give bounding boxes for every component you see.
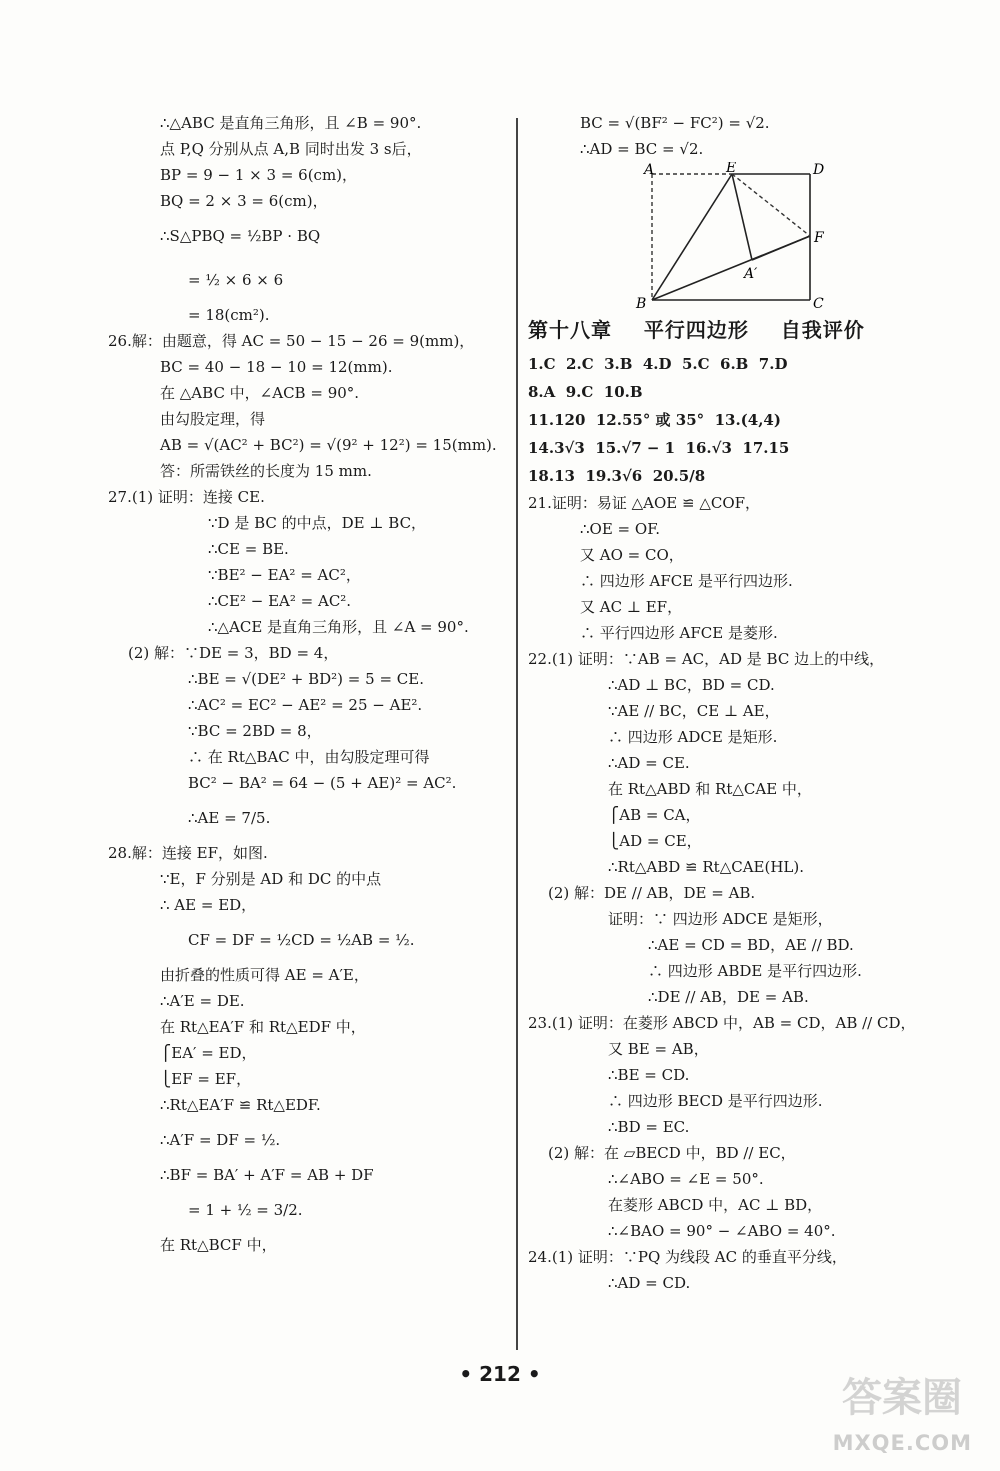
solution-line: 由折叠的性质可得 AE = A′E，	[160, 966, 369, 984]
solution-line: ∴A′E = DE.	[160, 992, 245, 1010]
solution-line: ⎧EA′ = ED，	[160, 1044, 257, 1062]
solution-line: ∴ AE = ED，	[160, 896, 257, 914]
solution-line: = 18(cm²).	[188, 306, 270, 324]
solution-line: BP = 9 − 1 × 3 = 6(cm)，	[160, 166, 358, 184]
solution-line: ∴ 四边形 ABDE 是平行四边形.	[648, 962, 862, 980]
solution-line: ∴BE = √(DE² + BD²) = 5 = CE.	[188, 670, 424, 688]
watermark-site: MXQE.COM	[832, 1431, 972, 1455]
label-f: F	[814, 230, 824, 246]
answer-row: 1.C 2.C 3.B 4.D 5.C 6.B 7.D	[528, 355, 788, 373]
solution-line: ∴ 平行四边形 AFCE 是菱形.	[580, 624, 778, 642]
right-column	[528, 110, 928, 1296]
solution-line: ⎩EF = EF，	[160, 1070, 252, 1088]
solution-line: ∴AE = 7/5.	[188, 809, 271, 827]
answer-row: 8.A 9.C 10.B	[528, 383, 643, 401]
solution-line: ∴BE = CD.	[608, 1066, 690, 1084]
solution-line: ∴ 在 Rt△BAC 中，由勾股定理可得	[188, 748, 430, 766]
solution-line: 28.解：连接 EF，如图.	[108, 844, 268, 862]
solution-line: ∴OE = OF.	[580, 520, 661, 538]
solution-line: 在 Rt△BCF 中，	[160, 1236, 277, 1254]
solution-line: ∴S△PBQ = ½BP · BQ	[160, 227, 321, 245]
solution-line: ∴Rt△EA′F ≌ Rt△EDF.	[160, 1096, 321, 1114]
page-number: • 212 •	[459, 1362, 541, 1386]
label-b: B	[636, 296, 647, 310]
watermark	[782, 1366, 972, 1461]
solution-line: ∴ 四边形 AFCE 是平行四边形.	[580, 572, 793, 590]
solution-line: 24.(1) 证明：∵PQ 为线段 AC 的垂直平分线，	[528, 1248, 847, 1266]
solution-line: 27.(1) 证明：连接 CE.	[108, 488, 265, 506]
answer-row: 18.13 19.3√6 20.5/8	[528, 467, 706, 485]
solution-line: 在 Rt△EA′F 和 Rt△EDF 中，	[160, 1018, 366, 1036]
solution-line: 答：所需铁丝的长度为 15 mm.	[160, 462, 372, 480]
solution-line: 又 BE = AB，	[608, 1040, 709, 1058]
watermark-logo: 答案圈	[842, 1375, 962, 1421]
solution-line: 22.(1) 证明：∵AB = AC，AD 是 BC 边上的中线，	[528, 650, 885, 668]
solution-line: BC = 40 − 18 − 10 = 12(mm).	[160, 358, 393, 376]
solution-line: BQ = 2 × 3 = 6(cm)，	[160, 192, 328, 210]
answer-row: 14.3√3 15.√7 − 1 16.√3 17.15	[528, 439, 790, 457]
label-d: D	[813, 162, 825, 178]
solution-line: ∴AE = CD = BD，AE // BD.	[648, 936, 854, 954]
solution-line: ∴A′F = DF = ½.	[160, 1131, 281, 1149]
solution-line: (2) 解：DE // AB，DE = AB.	[548, 884, 756, 902]
solution-line: 在 Rt△ABD 和 Rt△CAE 中，	[608, 780, 812, 798]
label-a: A	[644, 162, 655, 178]
solution-line: ∴AD ⊥ BC，BD = CD.	[608, 676, 775, 694]
answer-row: 11.120 12.55° 或 35° 13.(4,4)	[528, 411, 781, 429]
column-divider	[516, 118, 518, 1350]
solution-line: ∴AD = CE.	[608, 754, 690, 772]
solution-line: 点 P,Q 分别从点 A,B 同时出发 3 s后，	[160, 140, 422, 158]
solution-line: ∴ 四边形 ADCE 是矩形.	[608, 728, 778, 746]
chapter-title: 第十八章 平行四边形 自我评价	[528, 318, 865, 342]
solution-line: ⎧AB = CA，	[608, 806, 701, 824]
solution-line: ∵D 是 BC 的中点，DE ⊥ BC，	[208, 514, 427, 532]
solution-line: 由勾股定理，得	[160, 410, 266, 428]
geometry-figure	[528, 162, 928, 310]
solution-line: ∵BE² − EA² = AC²，	[208, 566, 361, 584]
label-a-prime: A′	[744, 266, 758, 282]
solution-line: ∴BF = BA′ + A′F = AB + DF	[160, 1166, 374, 1184]
solution-line: ∴AD = CD.	[608, 1274, 691, 1292]
solution-line: ∴BD = EC.	[608, 1118, 690, 1136]
solution-line: ∴∠BAO = 90° − ∠ABO = 40°.	[608, 1222, 836, 1240]
solution-line: BC² − BA² = 64 − (5 + AE)² = AC².	[188, 774, 457, 792]
solution-line: 又 AO = CO，	[580, 546, 684, 564]
solution-line: ∴CE² − EA² = AC².	[208, 592, 352, 610]
solution-line: ∴∠ABO = ∠E = 50°.	[608, 1170, 764, 1188]
solution-line: ∴ 四边形 BECD 是平行四边形.	[608, 1092, 823, 1110]
solution-line: 26.解：由题意，得 AC = 50 − 15 − 26 = 9(mm)，	[108, 332, 475, 350]
label-c: C	[813, 296, 824, 310]
solution-line: = ½ × 6 × 6	[188, 271, 284, 289]
solution-line: ∴DE // AB，DE = AB.	[648, 988, 809, 1006]
solution-line: AB = √(AC² + BC²) = √(9² + 12²) = 15(mm).	[160, 436, 497, 454]
solution-line: ∴△ABC 是直角三角形，且 ∠B = 90°.	[160, 114, 422, 132]
solution-line: 21.证明：易证 △AOE ≌ △COF，	[528, 494, 761, 512]
left-column	[108, 110, 503, 1258]
solution-line: ∴Rt△ABD ≌ Rt△CAE(HL).	[608, 858, 805, 876]
solution-line: 在菱形 ABCD 中，AC ⊥ BD，	[608, 1196, 823, 1214]
rectangle-fold-diagram	[620, 162, 840, 310]
solution-line: ∴AD = BC = √2.	[580, 140, 704, 158]
solution-line: CF = DF = ½CD = ½AB = ½.	[188, 931, 415, 949]
solution-line: ∵E，F 分别是 AD 和 DC 的中点	[160, 870, 382, 888]
solution-line: = 1 + ½ = 3/2.	[188, 1201, 303, 1219]
solution-line: (2) 解：∵DE = 3，BD = 4，	[128, 644, 339, 662]
solution-line: ∵AE // BC，CE ⊥ AE，	[608, 702, 780, 720]
solution-line: 23.(1) 证明：在菱形 ABCD 中，AB = CD，AB // CD，	[528, 1014, 916, 1032]
solution-line: ∴AC² = EC² − AE² = 25 − AE².	[188, 696, 423, 714]
solution-line: 在 △ABC 中，∠ACB = 90°.	[160, 384, 360, 402]
solution-line: ∴CE = BE.	[208, 540, 289, 558]
solution-line: ∵BC = 2BD = 8，	[188, 722, 322, 740]
solution-line: (2) 解：在 ▱BECD 中，BD // EC，	[548, 1144, 796, 1162]
solution-line: 证明：∵ 四边形 ADCE 是矩形，	[608, 910, 833, 928]
solution-line: BC = √(BF² − FC²) = √2.	[580, 114, 770, 132]
solution-line: ⎩AD = CE，	[608, 832, 702, 850]
label-e: E	[726, 162, 737, 176]
solution-line: ∴△ACE 是直角三角形，且 ∠A = 90°.	[208, 618, 469, 636]
answer-list	[528, 350, 928, 490]
solution-line: 又 AC ⊥ EF，	[580, 598, 683, 616]
